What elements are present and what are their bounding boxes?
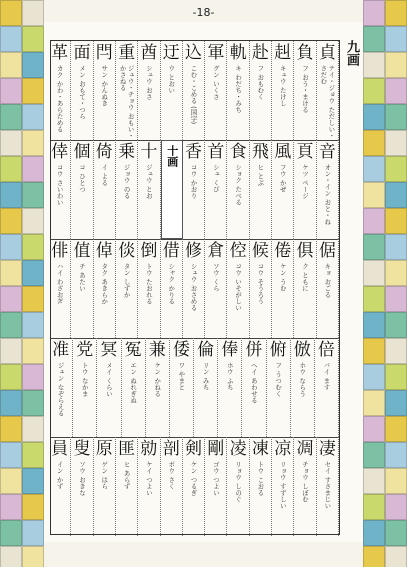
kanji-reading: ケイ つよい <box>144 461 153 496</box>
kanji-character: 值 <box>73 241 91 261</box>
kanji-reading: ケン つるぎ <box>189 461 198 496</box>
kanji-reading: コウ いそがしい <box>234 263 243 311</box>
kanji-character: 乗 <box>118 142 136 162</box>
kanji-entry <box>94 437 116 536</box>
border-tile <box>385 0 407 26</box>
kanji-character: 込 <box>185 43 202 63</box>
border-tile <box>363 156 385 182</box>
kanji-character: 准 <box>52 340 70 360</box>
kanji-entry <box>227 239 249 338</box>
border-tile <box>363 260 385 286</box>
border-tile <box>363 26 385 52</box>
kanji-character: 俳 <box>51 241 69 261</box>
kanji-entry <box>218 338 242 437</box>
decorative-border-right <box>363 0 407 567</box>
kanji-entry <box>73 338 97 437</box>
border-tile <box>363 286 385 312</box>
border-tile <box>385 546 407 567</box>
kanji-character: 併 <box>245 340 263 360</box>
border-tile <box>363 0 385 26</box>
section-title: 九画 <box>344 40 359 66</box>
kanji-reading: ハイ わざおぎ <box>55 263 64 305</box>
border-tile <box>385 338 407 364</box>
kanji-entry <box>161 239 183 338</box>
kanji-reading: バイ ます <box>322 362 331 391</box>
kanji-entry <box>250 140 272 239</box>
kanji-reading: ク ともに <box>301 263 310 292</box>
kanji-reading: セイ すさまじい <box>323 461 332 509</box>
border-tile <box>385 312 407 338</box>
border-tile <box>0 390 22 416</box>
border-tile <box>22 156 44 182</box>
subsection-heading <box>161 140 183 239</box>
kanji-character: 倚 <box>95 142 113 162</box>
kanji-entry <box>94 41 116 140</box>
kanji-entry <box>49 437 71 536</box>
border-tile <box>385 364 407 390</box>
kanji-entry <box>294 239 316 338</box>
border-tile <box>385 260 407 286</box>
kanji-character: 首 <box>207 142 225 162</box>
kanji-entry <box>294 140 316 239</box>
kanji-entry <box>317 140 339 239</box>
border-tile <box>0 442 22 468</box>
kanji-reading: ジョウ のる <box>122 164 131 199</box>
border-tile <box>0 520 22 546</box>
kanji-reading: ジュウ とお <box>144 164 153 199</box>
kanji-entry <box>71 41 93 140</box>
kanji-character: 党 <box>76 340 94 360</box>
kanji-reading: ワ やまと <box>177 362 186 391</box>
border-tile <box>363 234 385 260</box>
border-tile <box>385 52 407 78</box>
border-tile <box>0 234 22 260</box>
kanji-entry <box>227 41 249 140</box>
dictionary-page <box>44 6 363 542</box>
border-tile <box>22 338 44 364</box>
kanji-character: 音 <box>318 142 336 162</box>
kanji-reading: シュウ おさめる <box>189 263 198 311</box>
kanji-character: 兼 <box>148 340 166 360</box>
border-tile <box>363 78 385 104</box>
kanji-reading: シュ くび <box>211 164 220 193</box>
border-tile <box>385 520 407 546</box>
kanji-entry <box>250 437 272 536</box>
kanji-entry <box>294 437 316 536</box>
kanji-reading: ゴウ つよい <box>211 461 220 496</box>
kanji-reading: ケツ ページ <box>301 164 310 199</box>
kanji-entry <box>170 338 194 437</box>
kanji-entry <box>205 41 227 140</box>
kanji-character: 候 <box>251 241 269 261</box>
kanji-character: 飛 <box>251 142 269 162</box>
kanji-row <box>51 338 339 438</box>
kanji-reading: カク かわ・あらためる <box>55 65 64 133</box>
kanji-character: 軍 <box>207 43 225 63</box>
border-tile <box>385 78 407 104</box>
kanji-row <box>51 437 339 536</box>
border-tile <box>22 520 44 546</box>
border-tile <box>0 338 22 364</box>
kanji-row <box>51 239 339 339</box>
border-tile <box>363 208 385 234</box>
border-tile <box>0 182 22 208</box>
border-tile <box>0 364 22 390</box>
kanji-character: 迂 <box>162 43 180 63</box>
kanji-character: 個 <box>73 142 91 162</box>
kanji-grid <box>50 40 340 535</box>
kanji-entry <box>49 338 73 437</box>
kanji-reading: グン いくさ <box>211 65 220 100</box>
kanji-reading: チ あたい <box>77 263 86 292</box>
kanji-entry <box>272 239 294 338</box>
kanji-entry <box>94 239 116 338</box>
kanji-entry <box>71 437 93 536</box>
kanji-entry <box>272 140 294 239</box>
kanji-entry <box>205 437 227 536</box>
kanji-character: 倭 <box>172 340 190 360</box>
kanji-entry <box>71 239 93 338</box>
kanji-entry <box>138 140 160 239</box>
border-tile <box>0 104 22 130</box>
kanji-character: 倣 <box>293 340 311 360</box>
kanji-character: 負 <box>296 43 314 63</box>
border-tile <box>363 494 385 520</box>
subsection-title: 十画 <box>165 145 179 167</box>
border-tile <box>22 390 44 416</box>
kanji-reading: トウ なかま <box>80 362 89 397</box>
border-tile <box>22 26 44 52</box>
border-tile <box>363 468 385 494</box>
kanji-reading: トウ たおれる <box>144 263 153 305</box>
kanji-entry <box>49 239 71 338</box>
kanji-entry <box>138 437 160 536</box>
border-tile <box>0 546 22 567</box>
border-tile <box>363 312 385 338</box>
kanji-entry <box>49 140 71 239</box>
border-tile <box>0 130 22 156</box>
border-tile <box>385 130 407 156</box>
border-tile <box>363 546 385 567</box>
kanji-entry <box>242 338 266 437</box>
kanji-entry <box>227 437 249 536</box>
kanji-entry <box>183 239 205 338</box>
kanji-character: 革 <box>51 43 69 63</box>
kanji-entry <box>138 41 160 140</box>
kanji-entry <box>116 239 138 338</box>
border-tile <box>0 208 22 234</box>
kanji-reading: シュウ おさ <box>144 65 153 100</box>
border-tile <box>363 130 385 156</box>
border-tile <box>363 520 385 546</box>
border-tile <box>22 312 44 338</box>
kanji-reading: イン かず <box>55 461 64 490</box>
kanji-character: 貞 <box>318 43 336 63</box>
kanji-reading: オン・イン おと・ね <box>323 164 332 225</box>
kanji-character: 倒 <box>140 241 158 261</box>
kanji-character: 倫 <box>197 340 215 360</box>
kanji-character: 修 <box>185 241 202 261</box>
kanji-row <box>51 140 339 240</box>
kanji-reading: ヘイ あわせる <box>249 362 258 404</box>
border-tile <box>385 234 407 260</box>
border-tile <box>0 156 22 182</box>
kanji-character: 倉 <box>207 241 225 261</box>
kanji-reading: リョウ しのぐ <box>234 461 243 503</box>
kanji-entry <box>97 338 121 437</box>
kanji-reading: キュウ たけし <box>278 65 287 107</box>
kanji-character: 倨 <box>318 241 336 261</box>
kanji-reading: タン しずか <box>122 263 131 298</box>
kanji-entry <box>315 338 339 437</box>
kanji-entry <box>116 41 138 140</box>
kanji-reading: イ よる <box>100 164 109 186</box>
kanji-entry <box>227 140 249 239</box>
kanji-entry <box>71 140 93 239</box>
border-tile <box>0 468 22 494</box>
kanji-character: 閂 <box>95 43 113 63</box>
border-tile <box>363 104 385 130</box>
kanji-entry <box>291 338 315 437</box>
kanji-character: 軌 <box>229 43 247 63</box>
kanji-entry <box>161 41 183 140</box>
kanji-reading: エン ぬれぎぬ <box>129 362 138 404</box>
border-tile <box>0 78 22 104</box>
border-tile <box>22 208 44 234</box>
kanji-character: 俱 <box>296 241 314 261</box>
kanji-entry <box>272 437 294 536</box>
kanji-reading: ケン うむ <box>278 263 287 292</box>
kanji-reading: ヒ とぶ <box>256 164 265 186</box>
kanji-reading: ショク たべる <box>234 164 243 206</box>
kanji-character: 酋 <box>140 43 158 63</box>
kanji-entry <box>116 140 138 239</box>
border-tile <box>22 416 44 442</box>
kanji-row <box>51 41 339 141</box>
kanji-character: 員 <box>51 439 69 459</box>
kanji-reading: ボウ さく <box>167 461 176 490</box>
border-tile <box>385 286 407 312</box>
kanji-entry <box>267 338 291 437</box>
border-tile <box>385 442 407 468</box>
kanji-entry <box>183 437 205 536</box>
kanji-character: 剖 <box>162 439 180 459</box>
kanji-character: 凉 <box>274 439 292 459</box>
kanji-entry <box>317 437 339 536</box>
border-tile <box>22 442 44 468</box>
kanji-reading: テイ・ジョウ ただしい・さだむ <box>319 65 336 139</box>
kanji-reading: ゲン はら <box>100 461 109 490</box>
kanji-character: 倥 <box>229 241 247 261</box>
border-tile <box>363 182 385 208</box>
kanji-character: 冥 <box>100 340 118 360</box>
border-tile <box>22 104 44 130</box>
kanji-reading: ホウ ならう <box>298 362 307 397</box>
border-tile <box>22 182 44 208</box>
kanji-reading: ケン かねる <box>153 362 162 397</box>
kanji-reading: ソウ おきな <box>77 461 86 496</box>
border-tile <box>22 494 44 520</box>
kanji-character: 面 <box>73 43 91 63</box>
kanji-reading: トウ こおる <box>256 461 265 496</box>
kanji-reading: シャク かりる <box>167 263 176 305</box>
border-tile <box>0 260 22 286</box>
border-tile <box>363 390 385 416</box>
kanji-entry <box>294 41 316 140</box>
border-tile <box>0 416 22 442</box>
kanji-entry <box>146 338 170 437</box>
border-tile <box>385 104 407 130</box>
kanji-character: 香 <box>185 142 202 162</box>
page-number: -18- <box>192 6 215 19</box>
border-tile <box>22 130 44 156</box>
kanji-reading: ソウ くら <box>211 263 220 292</box>
kanji-entry <box>122 338 146 437</box>
kanji-character: 倦 <box>274 241 292 261</box>
border-tile <box>385 208 407 234</box>
border-tile <box>363 338 385 364</box>
kanji-character: 凄 <box>318 439 336 459</box>
kanji-character: 凌 <box>229 439 247 459</box>
border-tile <box>22 0 44 26</box>
kanji-character: 倖 <box>51 142 69 162</box>
kanji-reading: チョウ しぼむ <box>301 461 310 503</box>
kanji-reading: ジュウ・チョウ おもい・かさねる <box>118 65 135 139</box>
kanji-character: 俯 <box>269 340 287 360</box>
border-tile <box>0 0 22 26</box>
kanji-character: 凍 <box>251 439 269 459</box>
kanji-reading: ホウ ふち <box>225 362 234 391</box>
kanji-character: 倍 <box>317 340 335 360</box>
kanji-character: 原 <box>95 439 113 459</box>
kanji-character: 風 <box>274 142 292 162</box>
kanji-character: 倓 <box>118 241 136 261</box>
kanji-character: 凋 <box>296 439 314 459</box>
kanji-reading: フ おう・まける <box>301 65 310 113</box>
kanji-reading: ウ とおい <box>167 65 176 94</box>
decorative-border-left <box>0 0 44 567</box>
kanji-reading: フウ かぜ <box>278 164 287 193</box>
kanji-entry <box>194 338 218 437</box>
kanji-entry <box>138 239 160 338</box>
kanji-character: 借 <box>162 241 180 261</box>
border-tile <box>22 52 44 78</box>
kanji-reading: コウ さいわい <box>55 164 64 206</box>
border-tile <box>385 26 407 52</box>
kanji-reading: リョウ すずしい <box>278 461 287 509</box>
border-tile <box>363 52 385 78</box>
kanji-reading: リン みち <box>201 362 210 391</box>
kanji-entry <box>205 140 227 239</box>
kanji-reading: こむ・こめる (国字) <box>189 65 198 125</box>
kanji-entry <box>116 437 138 536</box>
kanji-entry <box>205 239 227 338</box>
kanji-character: 重 <box>118 43 136 63</box>
border-tile <box>385 156 407 182</box>
kanji-reading: メイ くらい <box>104 362 113 397</box>
kanji-character: 赳 <box>274 43 292 63</box>
kanji-character: 赴 <box>251 43 269 63</box>
kanji-character: 叟 <box>73 439 91 459</box>
kanji-character: 食 <box>229 142 247 162</box>
border-tile <box>22 468 44 494</box>
kanji-reading: ヒ あらず <box>122 461 131 490</box>
border-tile <box>0 494 22 520</box>
kanji-reading: ジュン なぞらえる <box>56 362 65 417</box>
kanji-reading: コウ そうろう <box>256 263 265 305</box>
border-tile <box>385 494 407 520</box>
kanji-character: 十 <box>140 142 158 162</box>
border-tile <box>22 260 44 286</box>
border-tile <box>22 546 44 567</box>
kanji-reading: キ わだち・みち <box>234 65 243 113</box>
kanji-entry <box>161 437 183 536</box>
kanji-entry <box>183 140 205 239</box>
kanji-character: 頁 <box>296 142 314 162</box>
border-tile <box>0 52 22 78</box>
kanji-entry <box>317 41 339 140</box>
border-tile <box>385 390 407 416</box>
border-tile <box>363 416 385 442</box>
kanji-reading: コ ひとつ <box>77 164 86 193</box>
kanji-reading: キョ おごる <box>323 263 332 298</box>
kanji-reading: フ おもむく <box>256 65 265 100</box>
kanji-character: 剛 <box>207 439 225 459</box>
kanji-character: 剣 <box>185 439 202 459</box>
kanji-entry <box>49 41 71 140</box>
border-tile <box>0 312 22 338</box>
border-tile <box>22 364 44 390</box>
border-tile <box>385 468 407 494</box>
kanji-entry <box>183 41 205 140</box>
kanji-entry <box>250 239 272 338</box>
kanji-reading: フ うつむく <box>274 362 283 397</box>
kanji-character: 俸 <box>221 340 239 360</box>
border-tile <box>363 442 385 468</box>
border-tile <box>0 286 22 312</box>
kanji-entry <box>250 41 272 140</box>
border-tile <box>0 26 22 52</box>
border-tile <box>22 286 44 312</box>
kanji-entry <box>94 140 116 239</box>
border-tile <box>22 78 44 104</box>
kanji-entry <box>317 239 339 338</box>
border-tile <box>22 234 44 260</box>
kanji-entry <box>272 41 294 140</box>
border-tile <box>385 182 407 208</box>
kanji-character: 倬 <box>95 241 113 261</box>
kanji-reading: タク あきらか <box>100 263 109 305</box>
kanji-reading: サン かんぬき <box>100 65 109 107</box>
border-tile <box>385 416 407 442</box>
kanji-character: 匪 <box>118 439 136 459</box>
kanji-character: 勍 <box>140 439 158 459</box>
kanji-reading: コウ かおり <box>189 164 198 199</box>
border-tile <box>363 364 385 390</box>
kanji-character: 冤 <box>124 340 142 360</box>
kanji-reading: メン おもて・つら <box>77 65 86 120</box>
